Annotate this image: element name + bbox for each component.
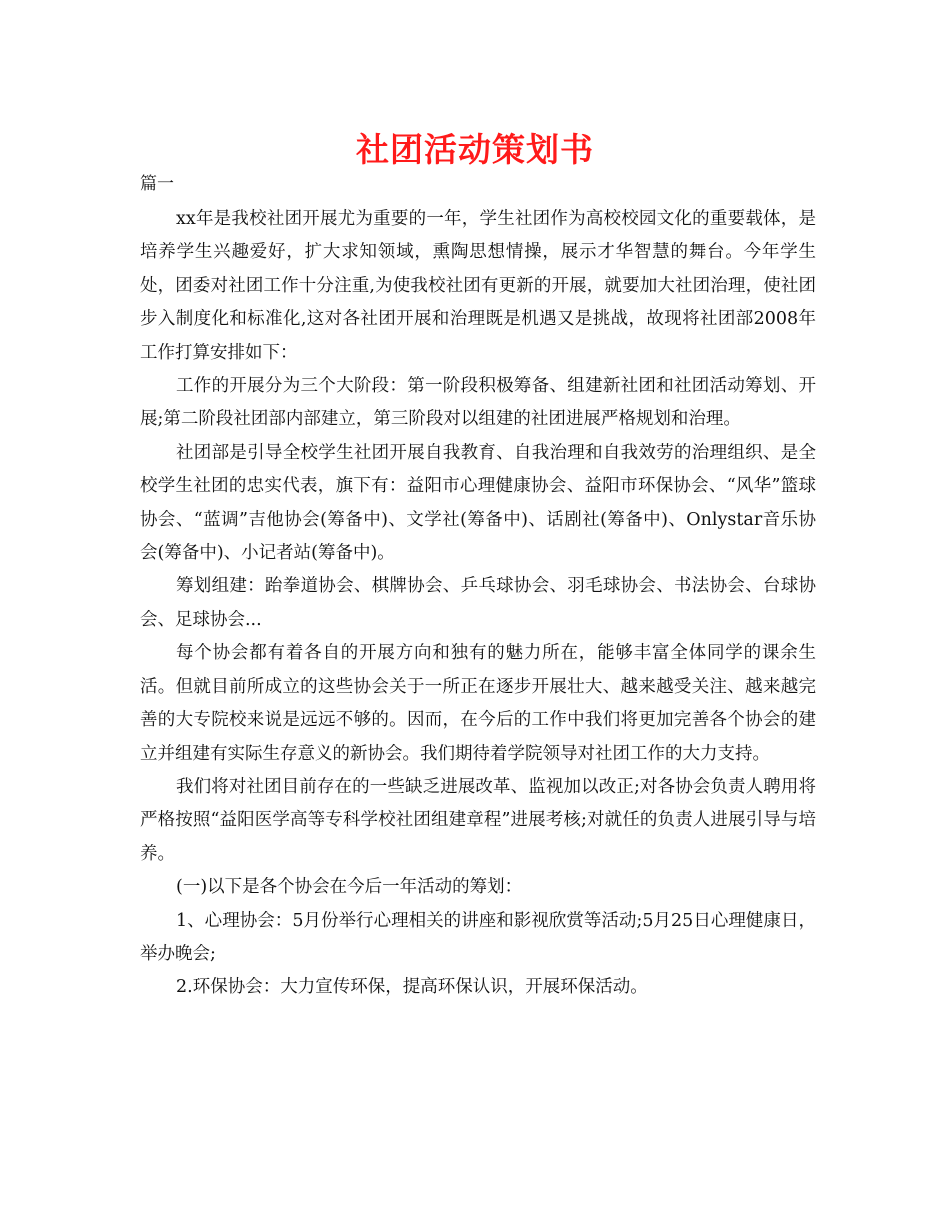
paragraph-plan-heading: (一)以下是各个协会在今后一年活动的筹划： bbox=[176, 877, 523, 898]
paragraph-planned-clubs: 筹划组建：跆拳道协会、棋牌协会、乒乓球协会、羽毛球协会、书法协会、台球协会、足球协会... bbox=[140, 576, 816, 630]
paragraph-psychology: 1、心理协会：5月份举行心理相关的讲座和影视欣赏等活动;5月25日心理健康日，举办晚会; bbox=[140, 910, 816, 964]
paragraph-environment: 2.环保协会：大力宣传环保，提高环保认识，开展环保活动。 bbox=[176, 977, 648, 998]
paragraph-intro: xx年是我校社团开展尤为重要的一年，学生社团作为高校校园文化的重要载体，是培养学生兴趣爱好，扩大求知领域，熏陶思想情操，展示才华智慧的舞台。今年学生处，团委对社团工作十分注重,为使我校社团有更新的开展，就要加大社团治理，使社团步入制度化和标准化,这对各社团开展和治理既是机遇又是挑战，故现将社团部2008年工作打算安排如下： bbox=[140, 209, 816, 363]
paragraph-department: 社团部是引导全校学生社团开展自我教育、自我治理和自我效劳的治理组织、是全校学生社团的忠实代表，旗下有：益阳市心理健康协会、益阳市环保协会、“风华”篮球协会、“蓝调”吉他协会(筹备中)、文学社(筹备中)、话剧社(筹备中)、Onlystar音乐协会(筹备中)、小记者站(筹备中)。 bbox=[140, 442, 816, 564]
section-label: 篇一 bbox=[140, 174, 174, 194]
document-title: 社团活动策划书 bbox=[356, 130, 594, 169]
paragraph-stages: 工作的开展分为三个大阶段：第一阶段积极筹备、组建新社团和社团活动筹划、开展;第二阶段社团部内部建立，第三阶段对以组建的社团进展严格规划和治理。 bbox=[140, 376, 816, 430]
document-body bbox=[140, 203, 816, 1005]
paragraph-associations: 每个协会都有着各自的开展方向和独有的魅力所在，能够丰富全体同学的课余生活。但就目前所成立的这些协会关于一所正在逐步开展壮大、越来越受关注、越来越完善的大专院校来说是远远不够的。因而，在今后的工作中我们将更加完善各个协会的建立并组建有实际生存意义的新协会。我们期待着学院领导对社团工作的大力支持。 bbox=[140, 643, 816, 764]
paragraph-reform: 我们将对社团目前存在的一些缺乏进展改革、监视加以改正;对各协会负责人聘用将严格按照“益阳医学高等专科学校社团组建章程”进展考核;对就任的负责人进展引导与培养。 bbox=[140, 776, 816, 864]
